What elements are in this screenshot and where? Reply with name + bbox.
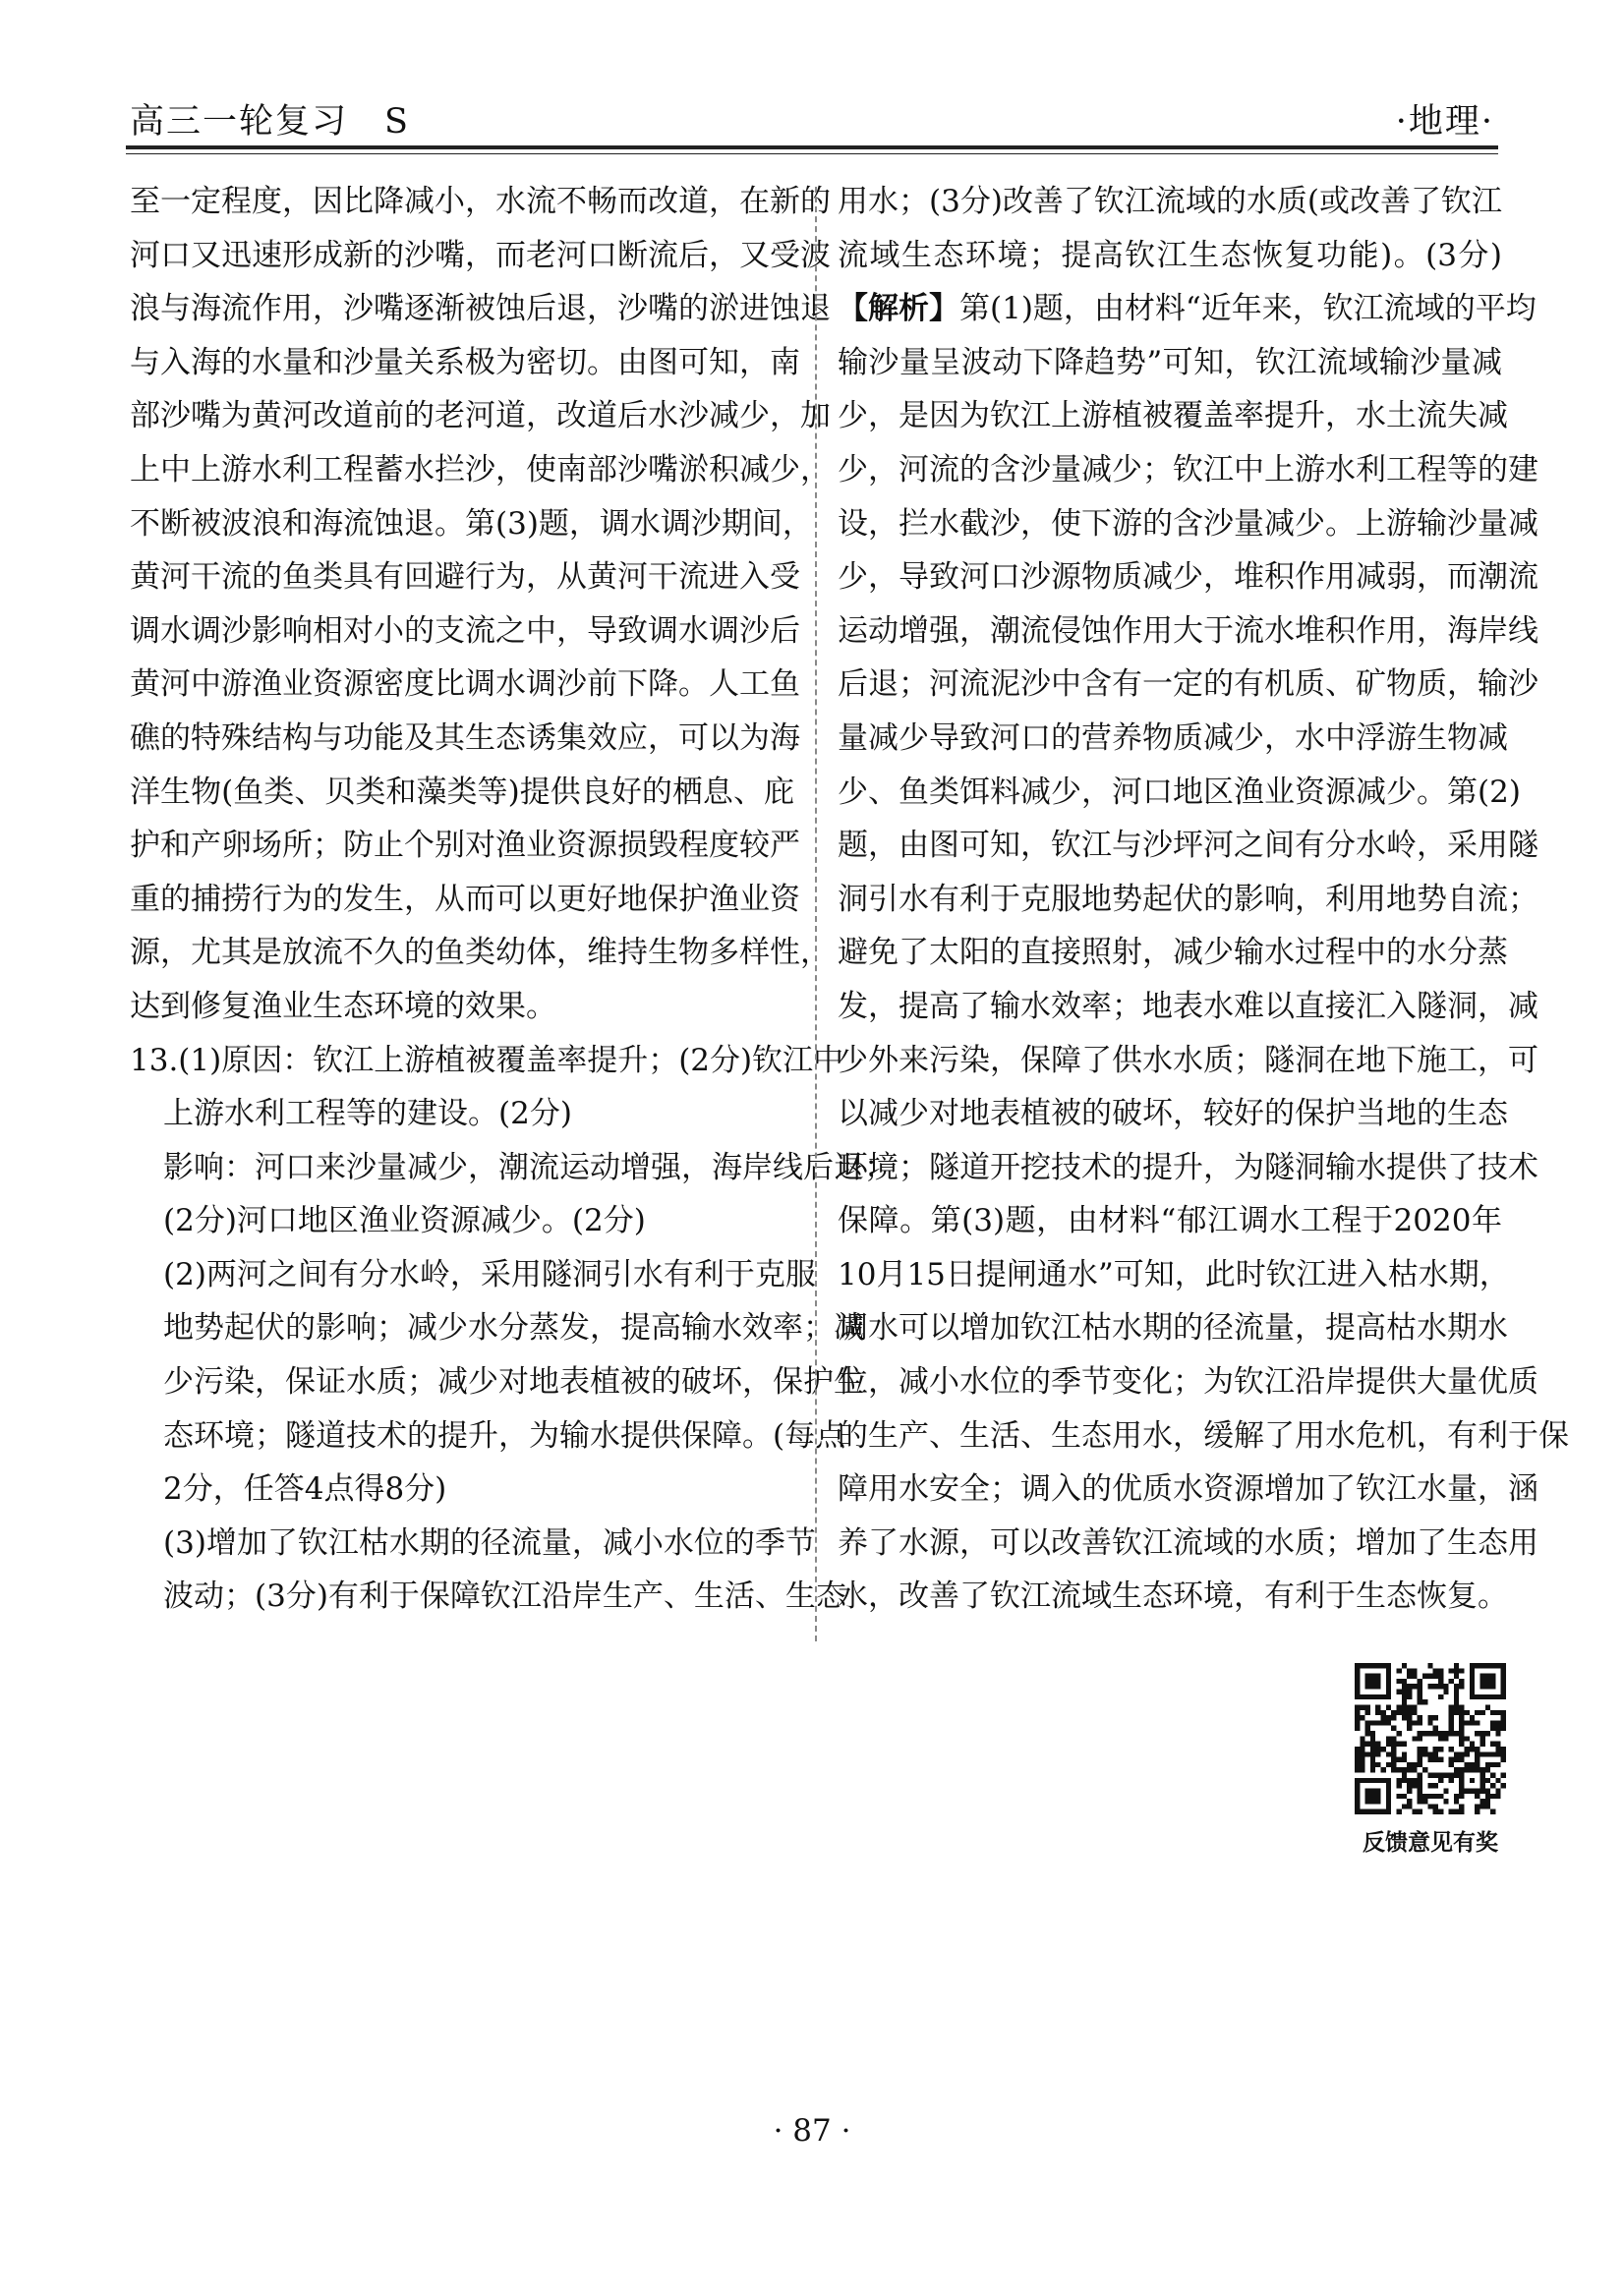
column-divider (815, 187, 817, 1641)
text-line: 【解析】第(1)题，由材料“近年来，钦江流域的平均 (838, 291, 1537, 327)
text-line: 部沙嘴为黄河改道前的老河道，改道后水沙减少，加 (130, 398, 831, 434)
text-line: 2分，任答4点得8分) (163, 1471, 447, 1508)
text-line: (3)增加了钦江枯水期的径流量，减小水位的季节 (163, 1524, 816, 1561)
analysis-marker: 【解析】 (838, 291, 959, 327)
text-line: 输沙量呈波动下降趋势”可知，钦江流域输沙量减 (838, 344, 1502, 380)
text-line: (2分)河口地区渔业资源减少。(2分) (163, 1203, 646, 1239)
text-line: 态环境；隧道技术的提升，为输水提供保障。(每点 (163, 1417, 846, 1454)
text-line: (2)两河之间有分水岭，采用隧洞引水有利于克服 (163, 1256, 816, 1292)
text-line: 后退；河流泥沙中含有一定的有机质、矿物质，输沙 (838, 666, 1538, 703)
text-line: 调水可以增加钦江枯水期的径流量，提高枯水期水 (838, 1310, 1508, 1347)
text-line: 发，提高了输水效率；地表水难以直接汇入隧洞，减 (838, 988, 1538, 1024)
text-line: 护和产卵场所；防止个别对渔业资源损毁程度较严 (130, 828, 800, 864)
text-line: 黄河干流的鱼类具有回避行为，从黄河干流进入受 (130, 559, 800, 596)
text-line: 洋生物(鱼类、贝类和藻类等)提供良好的栖息、庇 (130, 774, 794, 810)
text-line: 地势起伏的影响；减少水分蒸发，提高输水效率；减 (163, 1310, 864, 1347)
feedback-qr-code-icon[interactable] (1355, 1663, 1506, 1814)
text-line: 与入海的水量和沙量关系极为密切。由图可知，南 (130, 344, 800, 380)
text-line: 上游水利工程等的建设。(2分) (163, 1096, 572, 1132)
page-number: · 87 · (773, 2113, 851, 2149)
qr-caption: 反馈意见有奖 (1363, 1830, 1498, 1856)
text-line: 以减少对地表植被的破坏，较好的保护当地的生态 (838, 1096, 1508, 1132)
header-rule-thick (126, 145, 1498, 149)
left-column (130, 175, 895, 1624)
text-line: 黄河中游渔业资源密度比调水调沙前下降。人工鱼 (130, 666, 800, 703)
text-line: 少污染，保证水质；减少对地表植被的破坏，保护生 (163, 1364, 864, 1401)
text-line: 河口又迅速形成新的沙嘴，而老河口断流后，又受波 (130, 237, 831, 273)
text-line: 浪与海流作用，沙嘴逐渐被蚀后退，沙嘴的淤进蚀退 (130, 291, 831, 327)
right-column (838, 175, 1569, 1624)
text-line: 的生产、生活、生态用水，缓解了用水危机，有利于保 (838, 1417, 1569, 1454)
text-line: 少，是因为钦江上游植被覆盖率提升，水土流失减 (838, 398, 1508, 434)
text-line: 礁的特殊结构与功能及其生态诱集效应，可以为海 (130, 719, 800, 756)
text-line: 至一定程度，因比降减小，水流不畅而改道，在新的 (130, 184, 831, 219)
header-rule-thin (126, 153, 1498, 154)
text-line: 调水调沙影响相对小的支流之中，导致调水调沙后 (130, 612, 800, 649)
text-line: 影响：河口来沙量减少，潮流运动增强，海岸线后退； (163, 1149, 895, 1185)
header-book-title: 高三一轮复习 S (130, 102, 410, 142)
text-line: 洞引水有利于克服地势起伏的影响，利用地势自流； (838, 881, 1538, 917)
text-line: 设，拦水截沙，使下游的含沙量减少。上游输沙量减 (838, 505, 1538, 542)
text-line: 重的捕捞行为的发生，从而可以更好地保护渔业资 (130, 881, 800, 917)
text-line: 上中上游水利工程蓄水拦沙，使南部沙嘴淤积减少， (130, 451, 831, 488)
text-line: 量减少导致河口的营养物质减少，水中浮游生物减 (838, 719, 1508, 756)
text-line: 10月15日提闸通水”可知，此时钦江进入枯水期， (838, 1256, 1510, 1292)
text-line: 题，由图可知，钦江与沙坪河之间有分水岭，采用隧 (838, 828, 1538, 864)
text-line: 环境；隧道开挖技术的提升，为隧洞输水提供了技术 (838, 1149, 1538, 1185)
text-line: 水，改善了钦江流域生态环境，有利于生态恢复。 (838, 1578, 1508, 1615)
text-line: 位，减小水位的季节变化；为钦江沿岸提供大量优质 (838, 1364, 1538, 1401)
text-line: 少，导致河口沙源物质减少，堆积作用减弱，而潮流 (838, 559, 1538, 596)
text-line: 不断被波浪和海流蚀退。第(3)题，调水调沙期间， (130, 505, 813, 542)
header-subject: ·地理· (1395, 102, 1494, 142)
text-line: 用水；(3分)改善了钦江流域的水质(或改善了钦江 (838, 184, 1503, 219)
text-line: 少外来污染，保障了供水水质；隧洞在地下施工，可 (838, 1042, 1538, 1078)
text-line: 少，河流的含沙量减少；钦江中上游水利工程等的建 (838, 451, 1538, 488)
text-line: 流域生态环境；提高钦江生态恢复功能)。(3分) (838, 237, 1502, 273)
text-line: 障用水安全；调入的优质水资源增加了钦江水量，涵 (838, 1471, 1538, 1508)
text-line: 运动增强，潮流侵蚀作用大于流水堆积作用，海岸线 (838, 612, 1538, 649)
text-line: 13.(1)原因：钦江上游植被覆盖率提升；(2分)钦江中 (130, 1042, 844, 1078)
text-line: 源，尤其是放流不久的鱼类幼体，维持生物多样性， (130, 935, 831, 971)
text-line: 达到修复渔业生态环境的效果。 (130, 988, 556, 1024)
text-line: 少、鱼类饵料减少，河口地区渔业资源减少。第(2) (838, 774, 1521, 810)
text-line: 避免了太阳的直接照射，减少输水过程中的水分蒸 (838, 935, 1508, 971)
text-line: 波动；(3分)有利于保障钦江沿岸生产、生活、生态 (163, 1578, 846, 1615)
text-line: 养了水源，可以改善钦江流域的水质；增加了生态用 (838, 1524, 1538, 1561)
text-line: 保障。第(3)题，由材料“郁江调水工程于2020年 (838, 1203, 1502, 1239)
